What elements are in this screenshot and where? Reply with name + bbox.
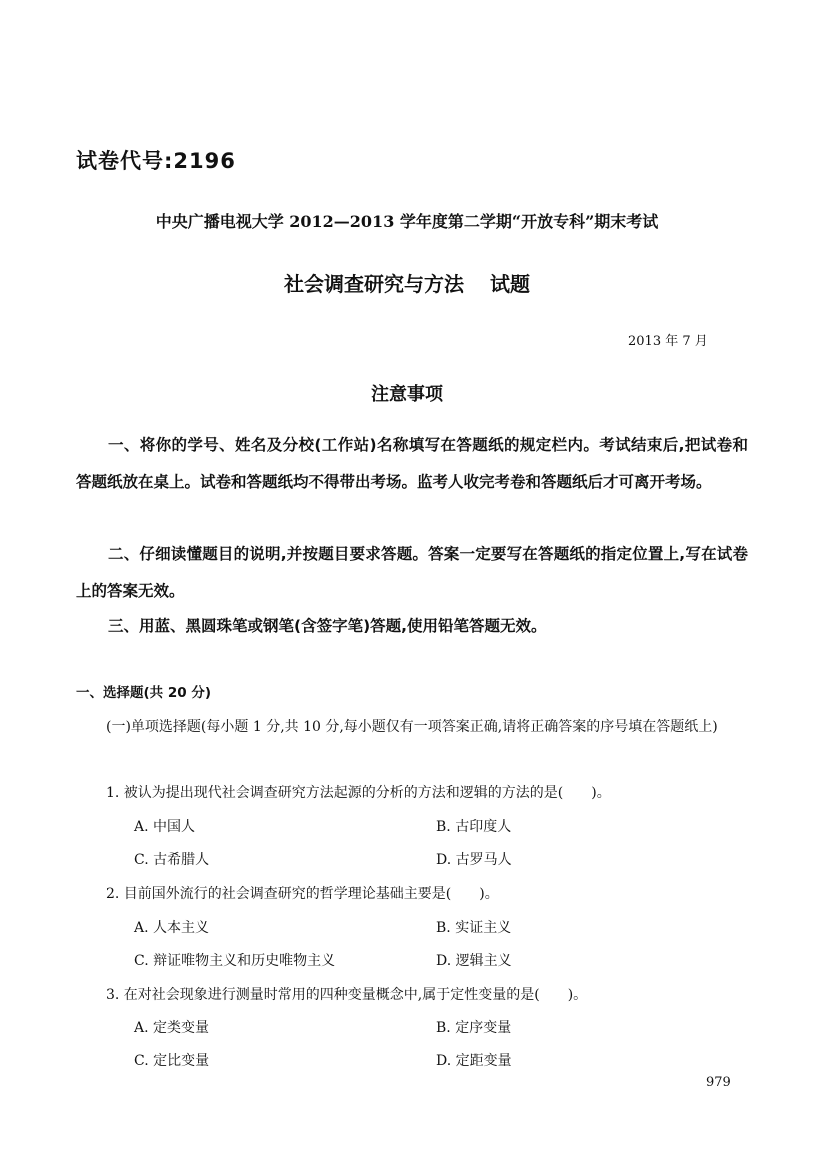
option-d: D. 逻辑主义 (436, 953, 512, 969)
option-d: D. 定距变量 (436, 1053, 512, 1069)
exam-date: 2013 年 7 月 (628, 334, 708, 349)
option-c: C. 古希腊人 (134, 852, 210, 868)
option-b: B. 实证主义 (436, 920, 512, 936)
question-stem: 1. 被认为提出现代社会调查研究方法起源的分析的方法和逻辑的方法的是( )。 (106, 785, 611, 801)
question-stem: 2. 目前国外流行的社会调查研究的哲学理论基础主要是( )。 (106, 886, 499, 902)
option-c: C. 辩证唯物主义和历史唯物主义 (134, 953, 336, 969)
notice-item: 一、将你的学号、姓名及分校(工作站)名称填写在答题纸的规定栏内。考试结束后,把试卷和答题纸放在桌上。试卷和答题纸均不得带出考场。监考人收完考卷和答题纸后才可离开考场。 (76, 436, 748, 491)
notice-item: 三、用蓝、黑圆珠笔或钢笔(含签字笔)答题,使用铅笔答题无效。 (108, 617, 547, 635)
option-c: C. 定比变量 (134, 1053, 210, 1069)
option-b: B. 古印度人 (436, 819, 512, 835)
option-a: A. 中国人 (134, 819, 196, 835)
subject-suffix: 试题 (490, 272, 530, 296)
section-instruction: (一)单项选择题(每小题 1 分,共 10 分,每小题仅有一项答案正确,请将正确答案的序号填在答题纸上) (106, 719, 718, 735)
page-number: 979 (706, 1075, 731, 1090)
subject-name: 社会调查研究与方法 (284, 272, 464, 296)
option-a: A. 定类变量 (134, 1020, 210, 1036)
option-d: D. 古罗马人 (436, 852, 512, 868)
section-heading: 一、选择题(共 20 分) (76, 685, 212, 701)
notice-item: 二、仔细读懂题目的说明,并按题目要求答题。答案一定要写在答题纸的指定位置上,写在试卷上的答案无效。 (76, 545, 748, 600)
notice-title: 注意事项 (371, 384, 443, 405)
page-title (0, 268, 814, 297)
option-a: A. 人本主义 (134, 920, 210, 936)
option-b: B. 定序变量 (436, 1020, 512, 1036)
paper-code: 试卷代号:2196 (76, 149, 236, 173)
question-stem: 3. 在对社会现象进行测量时常用的四种变量概念中,属于定性变量的是( )。 (106, 987, 588, 1003)
exam-name: 中央广播电视大学 2012—2013 学年度第二学期“开放专科”期末考试 (155, 212, 659, 231)
